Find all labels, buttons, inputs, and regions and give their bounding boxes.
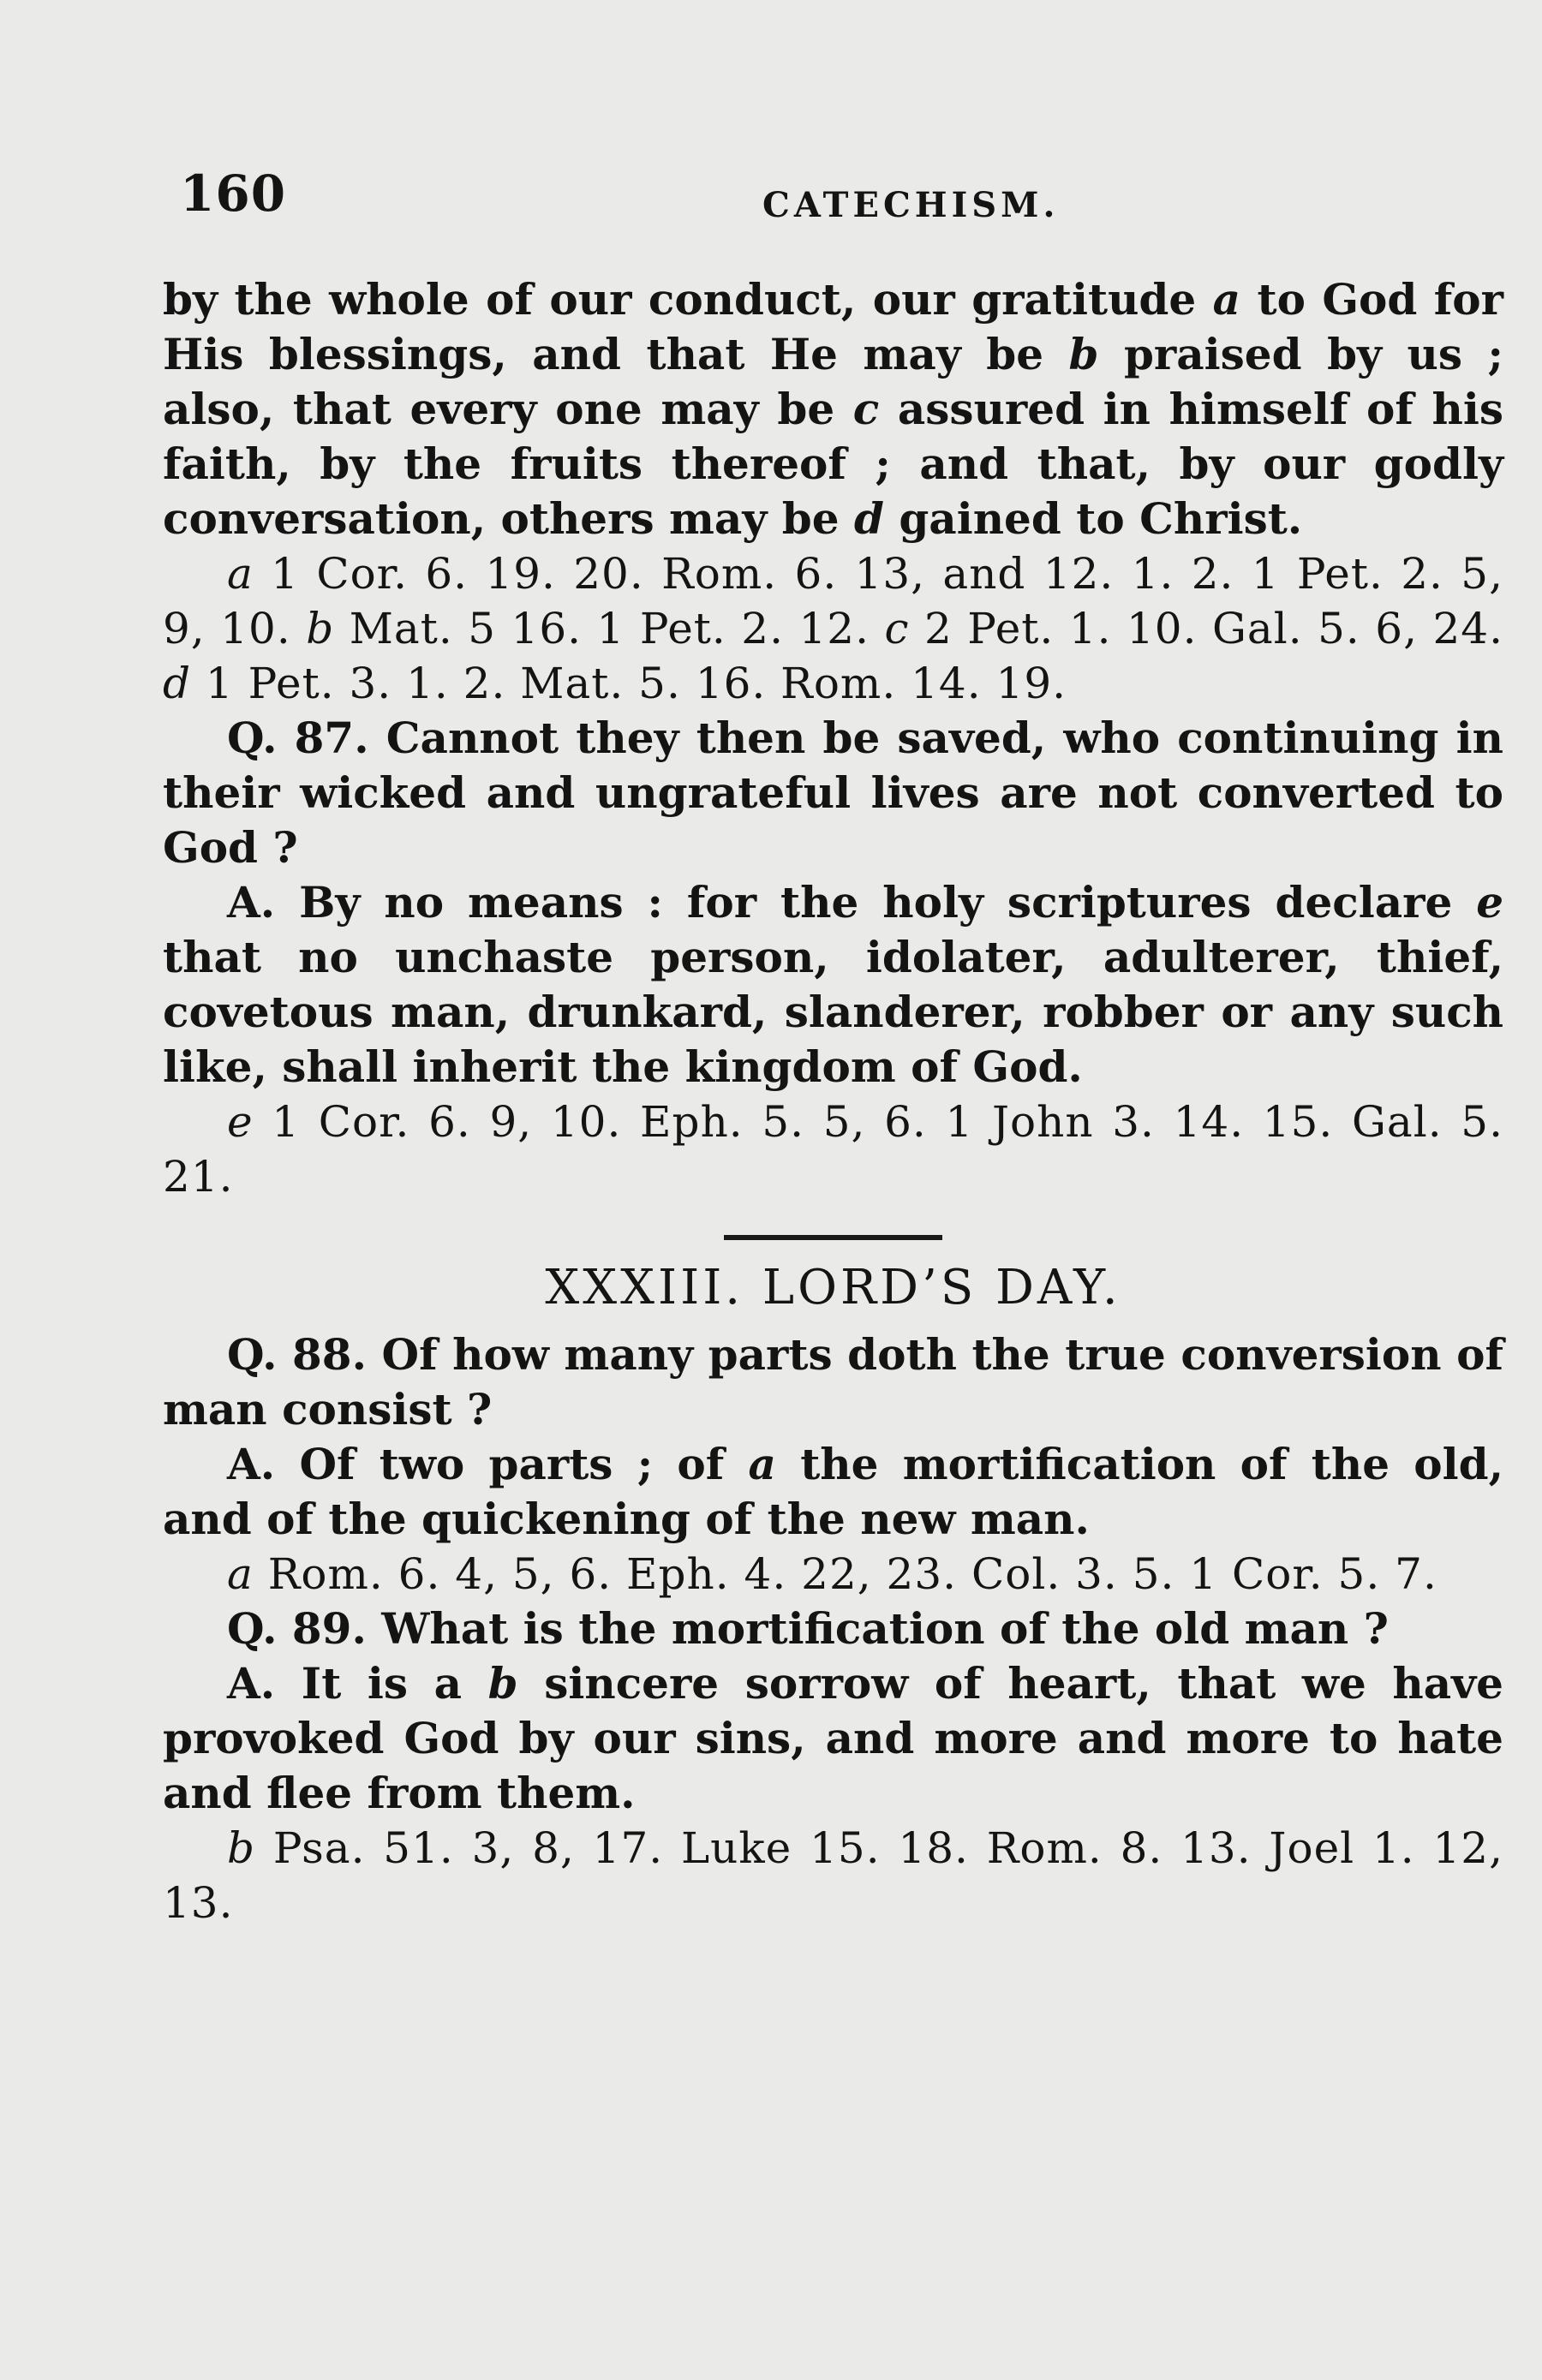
section-heading: XXXIII. LORD’S DAY.	[545, 1260, 1121, 1315]
footnote-marker: b	[1068, 329, 1099, 379]
answer-continuation: by the whole of our conduct, our gratitude a to God for His blessings, and that He may be b praised by us ; also, that every one may be c assured in himself of his faith, by the fruits thereof ; and that, by our godly conversation, others may be d gained to Christ.	[163, 274, 1503, 544]
question-88: Q. 88. Of how many parts doth the true conversion of man consist ?	[163, 1329, 1503, 1435]
scripture-references-89: b Psa. 51. 3, 8, 17. Luke 15. 18. Rom. 8. 13. Joel 1. 12, 13.	[163, 1823, 1503, 1928]
footnote-marker: a	[227, 1549, 254, 1599]
footnote-marker: c	[884, 604, 910, 653]
scripture-references: a 1 Cor. 6. 19. 20. Rom. 6. 13, and 12. 1. 2. 1 Pet. 2. 5, 9, 10. b Mat. 5 16. 1 Pet. 2. 12. c 2 Pet. 1. 10. Gal. 5. 6, 24. d 1 Pet. 3. 1. 2. Mat. 5. 16. Rom. 14. 19.	[163, 549, 1504, 708]
footnote-marker: e	[1476, 877, 1503, 928]
answer-89: A. It is a b sincere sorrow of heart, that we have provoked God by our sins, and more and more to hate and flee from them.	[163, 1658, 1503, 1818]
footnote-marker: e	[227, 1097, 254, 1147]
footnote-marker: d	[853, 493, 884, 544]
scripture-references-87: e 1 Cor. 6. 9, 10. Eph. 5. 5, 6. 1 John 3. 14. 15. Gal. 5. 21.	[163, 1097, 1503, 1202]
footnote-marker: b	[227, 1823, 256, 1873]
question-89: Q. 89. What is the mortification of the old man ?	[227, 1603, 1389, 1654]
footnote-marker: c	[852, 384, 880, 434]
footnote-marker: b	[487, 1658, 518, 1709]
footnote-marker: a	[227, 549, 254, 599]
scripture-references-88: a Rom. 6. 4, 5, 6. Eph. 4. 22, 23. Col. 3. 5. 1 Cor. 5. 7.	[227, 1549, 1437, 1599]
section-divider	[724, 1235, 942, 1240]
running-title: CATECHISM.	[762, 185, 1060, 225]
footnote-marker: d	[163, 659, 192, 708]
question-87: Q. 87. Cannot they then be saved, who continuing in their wicked and ungrateful lives are not converted to God ?	[163, 713, 1503, 873]
page-header	[180, 154, 1396, 223]
footnote-marker: a	[748, 1439, 776, 1489]
answer-87: A. By no means : for the holy scriptures declare e that no unchaste person, idolater, adulterer, thief, covetous man, drunkard, slanderer, robber or any such like, shall inherit the kingdom of God.	[163, 877, 1503, 1092]
footnote-marker: a	[1212, 274, 1241, 325]
body-text	[163, 272, 1503, 1930]
footnote-marker: b	[306, 604, 335, 653]
page-number: 160	[180, 164, 287, 223]
answer-88: A. Of two parts ; of a the mortification of the old, and of the quickening of the new man.	[163, 1439, 1503, 1544]
